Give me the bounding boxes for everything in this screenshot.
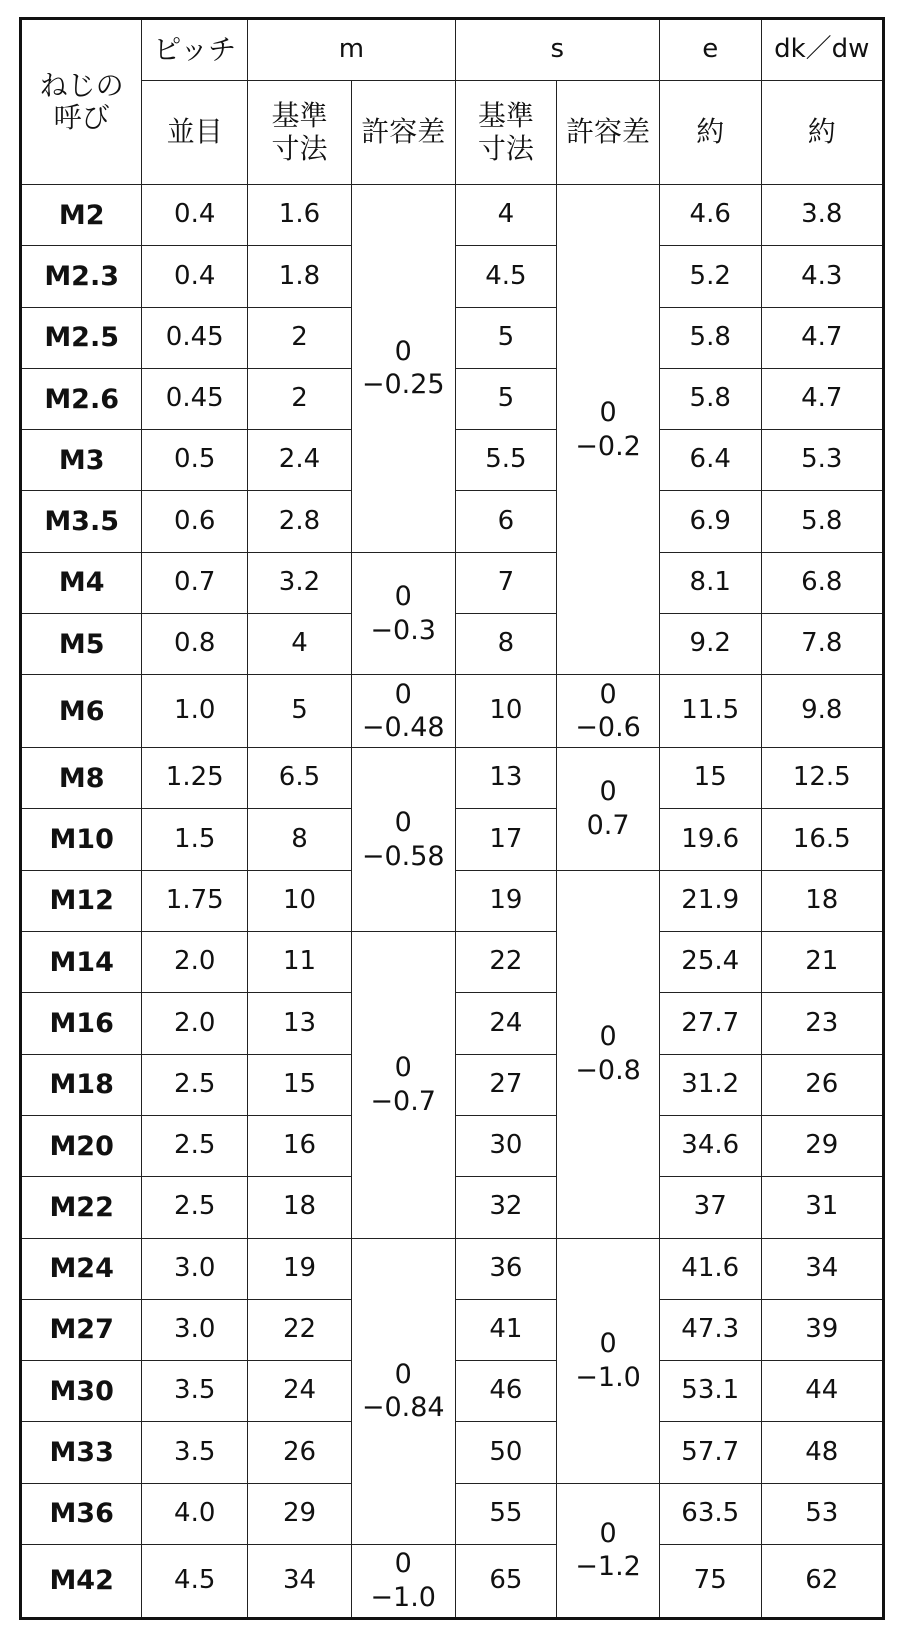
cell-m-basic: 34: [248, 1545, 352, 1619]
cell-dk-approx: 31: [761, 1177, 883, 1238]
m-tolerance-cell: [351, 675, 455, 748]
m-tolerance-cell: [351, 552, 455, 675]
m-tolerance-cell: [351, 1545, 455, 1619]
cell-m-basic: 2.4: [248, 430, 352, 491]
cell-e-approx: 41.6: [659, 1238, 761, 1299]
cell-screw-size: M3: [21, 430, 142, 491]
table-body: [21, 185, 884, 1619]
cell-dk-approx: 7.8: [761, 614, 883, 675]
cell-pitch: 2.0: [142, 932, 248, 993]
m-tolerance-lower: −0.84: [361, 1392, 445, 1424]
header-m-tolerance: 許容差: [351, 81, 455, 185]
cell-m-basic: 1.8: [248, 246, 352, 307]
s-tolerance-cell: [557, 748, 660, 871]
table-row: [21, 1238, 884, 1299]
m-tolerance-upper: 0: [394, 1052, 412, 1084]
cell-e-approx: 11.5: [659, 675, 761, 748]
cell-m-basic: 2: [248, 307, 352, 368]
cell-dk-approx: 9.8: [761, 675, 883, 748]
cell-dk-approx: 34: [761, 1238, 883, 1299]
cell-e-approx: 19.6: [659, 809, 761, 870]
cell-s-basic: 5: [455, 307, 557, 368]
cell-e-approx: 5.8: [659, 307, 761, 368]
m-tolerance-lower: −1.0: [370, 1582, 436, 1613]
cell-e-approx: 53.1: [659, 1361, 761, 1422]
header-s: s: [455, 19, 659, 81]
cell-pitch: 4.5: [142, 1545, 248, 1619]
cell-screw-size: M27: [21, 1299, 142, 1360]
cell-pitch: 0.7: [142, 552, 248, 613]
cell-pitch: 1.5: [142, 809, 248, 870]
cell-m-basic: 10: [248, 870, 352, 931]
cell-s-basic: 50: [455, 1422, 557, 1483]
cell-m-basic: 16: [248, 1115, 352, 1176]
cell-dk-approx: 5.3: [761, 430, 883, 491]
cell-screw-size: M36: [21, 1483, 142, 1544]
cell-pitch: 0.8: [142, 614, 248, 675]
cell-e-approx: 31.2: [659, 1054, 761, 1115]
cell-dk-approx: 4.7: [761, 307, 883, 368]
table-row: [21, 932, 884, 993]
cell-screw-size: M30: [21, 1361, 142, 1422]
cell-s-basic: 19: [455, 870, 557, 931]
cell-m-basic: 19: [248, 1238, 352, 1299]
m-tolerance-lower: −0.7: [370, 1085, 436, 1117]
cell-pitch: 1.75: [142, 870, 248, 931]
cell-pitch: 2.5: [142, 1054, 248, 1115]
header-e-approx: 約: [659, 81, 761, 185]
s-tolerance-lower: −1.2: [575, 1551, 641, 1583]
m-tolerance-lower: −0.25: [361, 369, 445, 401]
s-tolerance-upper: 0: [599, 678, 617, 710]
cell-e-approx: 47.3: [659, 1299, 761, 1360]
cell-e-approx: 57.7: [659, 1422, 761, 1483]
cell-pitch: 3.0: [142, 1238, 248, 1299]
m-tolerance-upper: 0: [394, 678, 412, 710]
cell-screw-size: M33: [21, 1422, 142, 1483]
cell-e-approx: 63.5: [659, 1483, 761, 1544]
cell-dk-approx: 6.8: [761, 552, 883, 613]
cell-s-basic: 10: [455, 675, 557, 748]
header-dk-dw: dk／dw: [761, 19, 883, 81]
cell-s-basic: 32: [455, 1177, 557, 1238]
cell-e-approx: 27.7: [659, 993, 761, 1054]
s-tolerance-cell: [557, 675, 660, 748]
cell-s-basic: 65: [455, 1545, 557, 1619]
cell-pitch: 0.4: [142, 185, 248, 246]
cell-s-basic: 24: [455, 993, 557, 1054]
cell-screw-size: M10: [21, 809, 142, 870]
cell-m-basic: 13: [248, 993, 352, 1054]
cell-e-approx: 5.8: [659, 368, 761, 429]
cell-screw-size: M2.3: [21, 246, 142, 307]
cell-dk-approx: 23: [761, 993, 883, 1054]
cell-m-basic: 11: [248, 932, 352, 993]
cell-e-approx: 37: [659, 1177, 761, 1238]
m-tolerance-upper: 0: [394, 580, 412, 612]
s-tolerance-cell: [557, 1483, 660, 1618]
cell-screw-size: M18: [21, 1054, 142, 1115]
cell-s-basic: 30: [455, 1115, 557, 1176]
m-tolerance-upper: 0: [394, 1358, 412, 1390]
cell-m-basic: 2.8: [248, 491, 352, 552]
cell-s-basic: 8: [455, 614, 557, 675]
table-row: [21, 185, 884, 246]
cell-m-basic: 1.6: [248, 185, 352, 246]
m-tolerance-cell: [351, 748, 455, 932]
cell-e-approx: 25.4: [659, 932, 761, 993]
cell-dk-approx: 53: [761, 1483, 883, 1544]
cell-screw-size: M16: [21, 993, 142, 1054]
s-tolerance-lower: −0.8: [575, 1055, 641, 1087]
m-tolerance-cell: [351, 1238, 455, 1544]
cell-pitch: 0.5: [142, 430, 248, 491]
cell-e-approx: 5.2: [659, 246, 761, 307]
cell-s-basic: 55: [455, 1483, 557, 1544]
cell-e-approx: 9.2: [659, 614, 761, 675]
m-tolerance-upper: 0: [394, 806, 412, 838]
cell-e-approx: 75: [659, 1545, 761, 1619]
cell-pitch: 3.5: [142, 1361, 248, 1422]
cell-s-basic: 22: [455, 932, 557, 993]
s-tolerance-cell: [557, 1238, 660, 1483]
cell-dk-approx: 3.8: [761, 185, 883, 246]
header-pitch: ピッチ: [142, 19, 248, 81]
cell-pitch: 1.25: [142, 748, 248, 809]
cell-pitch: 2.0: [142, 993, 248, 1054]
cell-s-basic: 5.5: [455, 430, 557, 491]
cell-pitch: 0.4: [142, 246, 248, 307]
cell-pitch: 0.6: [142, 491, 248, 552]
cell-m-basic: 18: [248, 1177, 352, 1238]
cell-m-basic: 22: [248, 1299, 352, 1360]
s-tolerance-upper: 0: [599, 1327, 617, 1359]
cell-e-approx: 6.9: [659, 491, 761, 552]
cell-s-basic: 27: [455, 1054, 557, 1115]
cell-pitch: 0.45: [142, 307, 248, 368]
header-m-basic-size: 基準 寸法: [248, 81, 352, 185]
cell-e-approx: 34.6: [659, 1115, 761, 1176]
cell-m-basic: 5: [248, 675, 352, 748]
cell-dk-approx: 4.3: [761, 246, 883, 307]
cell-screw-size: M12: [21, 870, 142, 931]
cell-dk-approx: 5.8: [761, 491, 883, 552]
cell-m-basic: 26: [248, 1422, 352, 1483]
m-tolerance-upper: 0: [394, 1548, 412, 1580]
cell-s-basic: 6: [455, 491, 557, 552]
cell-dk-approx: 21: [761, 932, 883, 993]
s-tolerance-lower: 0.7: [586, 809, 630, 841]
cell-screw-size: M5: [21, 614, 142, 675]
table-row: [21, 675, 884, 748]
cell-dk-approx: 16.5: [761, 809, 883, 870]
cell-m-basic: 6.5: [248, 748, 352, 809]
cell-m-basic: 2: [248, 368, 352, 429]
cell-dk-approx: 4.7: [761, 368, 883, 429]
header-screw-size: ねじの 呼び: [21, 19, 142, 185]
header-e: e: [659, 19, 761, 81]
cell-screw-size: M6: [21, 675, 142, 748]
header-m: m: [248, 19, 455, 81]
m-tolerance-cell: [351, 932, 455, 1238]
cell-e-approx: 4.6: [659, 185, 761, 246]
header-s-tolerance: 許容差: [557, 81, 660, 185]
cell-s-basic: 4: [455, 185, 557, 246]
m-tolerance-upper: 0: [394, 335, 412, 367]
cell-dk-approx: 44: [761, 1361, 883, 1422]
s-tolerance-lower: −0.2: [575, 430, 641, 462]
cell-s-basic: 4.5: [455, 246, 557, 307]
cell-e-approx: 6.4: [659, 430, 761, 491]
cell-s-basic: 5: [455, 368, 557, 429]
cell-s-basic: 41: [455, 1299, 557, 1360]
cell-s-basic: 36: [455, 1238, 557, 1299]
cell-dk-approx: 18: [761, 870, 883, 931]
cell-screw-size: M22: [21, 1177, 142, 1238]
cell-s-basic: 17: [455, 809, 557, 870]
s-tolerance-upper: 0: [599, 1021, 617, 1053]
cell-m-basic: 29: [248, 1483, 352, 1544]
s-tolerance-upper: 0: [599, 396, 617, 428]
cell-e-approx: 15: [659, 748, 761, 809]
s-tolerance-cell: [557, 870, 660, 1238]
cell-dk-approx: 26: [761, 1054, 883, 1115]
s-tolerance-upper: 0: [599, 776, 617, 808]
cell-pitch: 3.0: [142, 1299, 248, 1360]
cell-m-basic: 8: [248, 809, 352, 870]
m-tolerance-lower: −0.58: [361, 840, 445, 872]
table-row: [21, 748, 884, 809]
table-row: [21, 1545, 884, 1619]
cell-dk-approx: 39: [761, 1299, 883, 1360]
s-tolerance-lower: −1.0: [575, 1361, 641, 1393]
cell-s-basic: 46: [455, 1361, 557, 1422]
cell-screw-size: M2.5: [21, 307, 142, 368]
m-tolerance-cell: [351, 185, 455, 553]
nut-dimension-table: [19, 17, 885, 1620]
cell-pitch: 2.5: [142, 1177, 248, 1238]
cell-screw-size: M2.6: [21, 368, 142, 429]
cell-s-basic: 13: [455, 748, 557, 809]
s-tolerance-lower: −0.6: [575, 712, 641, 744]
cell-dk-approx: 48: [761, 1422, 883, 1483]
cell-dk-approx: 29: [761, 1115, 883, 1176]
cell-s-basic: 7: [455, 552, 557, 613]
cell-screw-size: M4: [21, 552, 142, 613]
cell-pitch: 3.5: [142, 1422, 248, 1483]
cell-pitch: 4.0: [142, 1483, 248, 1544]
cell-pitch: 0.45: [142, 368, 248, 429]
cell-m-basic: 3.2: [248, 552, 352, 613]
header-dk-approx: 約: [761, 81, 883, 185]
cell-screw-size: M24: [21, 1238, 142, 1299]
cell-screw-size: M42: [21, 1545, 142, 1619]
cell-dk-approx: 62: [761, 1545, 883, 1619]
cell-dk-approx: 12.5: [761, 748, 883, 809]
cell-screw-size: M14: [21, 932, 142, 993]
s-tolerance-cell: [557, 185, 660, 675]
cell-e-approx: 8.1: [659, 552, 761, 613]
header-s-basic-size: 基準 寸法: [455, 81, 557, 185]
cell-pitch: 1.0: [142, 675, 248, 748]
cell-e-approx: 21.9: [659, 870, 761, 931]
cell-screw-size: M20: [21, 1115, 142, 1176]
cell-m-basic: 4: [248, 614, 352, 675]
cell-screw-size: M2: [21, 185, 142, 246]
cell-m-basic: 24: [248, 1361, 352, 1422]
table-row: [21, 552, 884, 613]
cell-screw-size: M8: [21, 748, 142, 809]
cell-m-basic: 15: [248, 1054, 352, 1115]
cell-pitch: 2.5: [142, 1115, 248, 1176]
header-pitch-coarse: 並目: [142, 81, 248, 185]
s-tolerance-upper: 0: [599, 1517, 617, 1549]
m-tolerance-lower: −0.3: [370, 614, 436, 646]
m-tolerance-lower: −0.48: [361, 712, 445, 744]
cell-screw-size: M3.5: [21, 491, 142, 552]
